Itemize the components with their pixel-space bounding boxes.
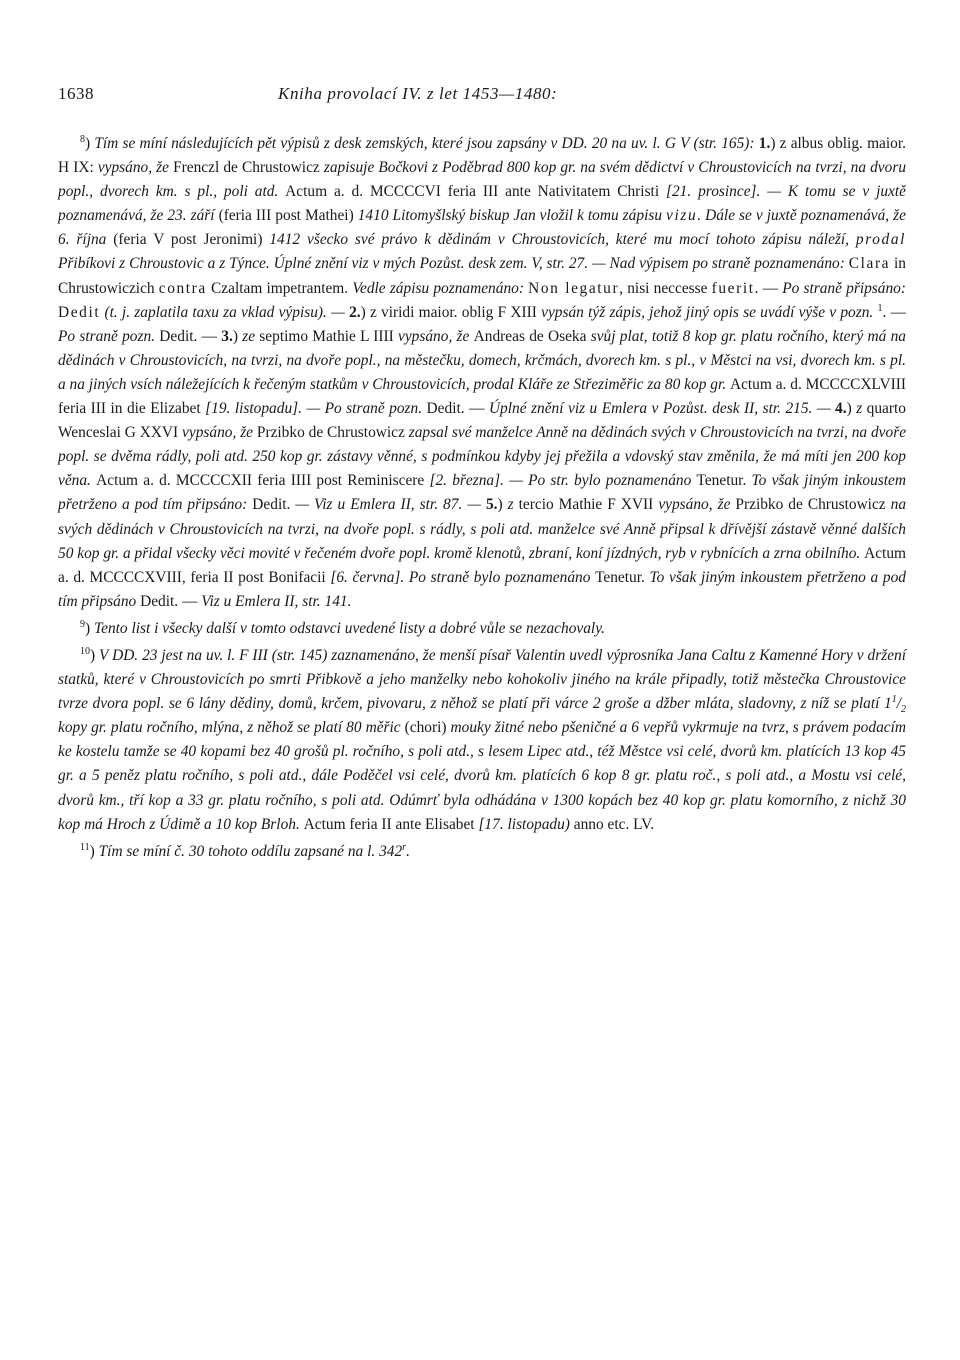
footnote-text-segment: Tenetur. bbox=[696, 472, 752, 490]
footnote-text-segment: Vedle zápisu poznamenáno: bbox=[352, 279, 529, 297]
footnote-9 bbox=[58, 617, 906, 641]
footnote-text-segment: 4. bbox=[835, 400, 847, 418]
footnote-text-segment: [6. června]. Po straně bylo poznamenáno bbox=[330, 568, 596, 586]
footnote-text-segment: vypsán týž zápis, jehož jiný opis se uvádí výše v pozn. bbox=[541, 303, 878, 321]
footnote-text-segment: . — bbox=[882, 303, 907, 321]
footnote-text-segment: Přibíkovi z Chroustovic a z Týnce. Úplné znění viz v mých Pozůst. desk zem. V, str. 27. — Nad výpisem po straně poznamenáno: bbox=[58, 255, 849, 273]
footnote-text-segment: V DD. 23 jest na uv. l. F III (str. 145) zaznamenáno, že menší písař Valentin uvedl výprosníka Jana Caltu z Kamenné Hory v držení statků, které v Chroustovicích po smrti Přibkově a jeho manželky nebo kohokoliv jiného na krále připadly, totiž městečka Chroustovice tvrze dvora popl. se 6 lány dědiny, domů, krčem, pivovaru, z něhož se platí při várce 2 groše a džber mláta, sladovny, z níž se platí 1 bbox=[58, 646, 906, 713]
footnote-text-segment: in Chrustowiczich bbox=[58, 255, 906, 297]
footnote-text-segment: Actum feria II ante Elisabet bbox=[303, 815, 479, 833]
footnote-text-segment: Przibko de Chrustowicz bbox=[735, 496, 891, 514]
footnote-text-segment: Frenczl de Chrustowicz bbox=[173, 159, 324, 177]
footnote-text-segment: quarto Wenceslai G XXVI bbox=[58, 400, 906, 442]
footnote-text-segment: Po straně připsáno: bbox=[782, 279, 906, 297]
footnote-marker: 9 bbox=[80, 618, 85, 630]
footnote-text-segment: Dedit. — bbox=[426, 400, 489, 418]
footnote-marker-paren: ) bbox=[85, 619, 94, 637]
footnote-text-segment: Tím se míní následujících pět výpisů z desk zemských, které jsou zapsány v DD. 20 na uv. l. G V (str. 165): bbox=[94, 135, 759, 152]
footnote-text-segment: Clara bbox=[848, 255, 891, 273]
footnote-text-segment: — Viz u Emlera II, str. 87. — bbox=[295, 496, 486, 514]
footnote-text-segment: Viz u Emlera II, str. 141. bbox=[201, 592, 352, 610]
footnote-text-segment: Dedit bbox=[58, 303, 101, 321]
footnote-text-segment: vypsáno, že bbox=[398, 327, 474, 345]
footnote-text-segment: Przibko de Chrustowicz bbox=[256, 424, 409, 442]
footnote-text-segment: 1. bbox=[758, 135, 771, 152]
footnote-text-segment: / bbox=[896, 695, 901, 713]
footnote-marker-paren: ) bbox=[89, 842, 99, 860]
footnote-text-segment: (t. j. zaplatila taxu za vklad výpisu). — bbox=[100, 303, 350, 321]
footnote-text-segment: (feria III post Mathei) bbox=[218, 207, 358, 225]
footnote-text-segment: 1 bbox=[891, 694, 897, 706]
footnote-marker: 8 bbox=[80, 133, 85, 145]
footnote-text-segment: vypsáno, že bbox=[97, 159, 174, 177]
footnote-text-segment: To však jiným inkoustem přetrženo a pod tím připsáno bbox=[58, 568, 906, 610]
footnote-marker-paren: ) bbox=[85, 135, 95, 152]
footnote-text-segment: . bbox=[406, 842, 410, 860]
footnote-text-segment: Actum a. d. MCCCCVI feria III ante Nativitatem Christi bbox=[285, 183, 666, 201]
footnote-text-segment: Tento list i všecky další v tomto odstavci uvedené listy a dobré vůle se nezachovaly. bbox=[93, 619, 606, 637]
footnote-text-segment: kopy gr. platu ročního, mlýna, z něhož se platí 80 měřic bbox=[58, 719, 405, 737]
footnote-marker-paren: ) bbox=[90, 646, 100, 664]
footnote-text-segment: fuerit bbox=[711, 279, 755, 297]
footnote-text-segment: To však jiným inkoustem přetrženo a pod tím připsáno: bbox=[58, 472, 907, 514]
footnote-text-segment: tercio Mathie F XVII bbox=[518, 496, 659, 514]
footnote-text-segment: Czaltam impetrantem. bbox=[206, 279, 353, 297]
footnote-text-segment: (chori) bbox=[404, 719, 451, 737]
footnote-text-segment: (feria V post Jeronimi) bbox=[113, 231, 270, 249]
footnote-text-segment: [21. prosince]. — K tomu se v juxtě poznamenává, že 23. září bbox=[58, 183, 906, 225]
footnote-text-segment: ) bbox=[497, 496, 508, 514]
footnote-marker: 11 bbox=[80, 841, 90, 853]
footnote-text-segment: na svých dědinách v Chroustovicích na tvrzi, na dvoře popl. s rádly, s poli atd. manželce své Anně připsal k dřívější zástavě věnné dalších 50 kop gr. a přidal všecky věci movité v řečeném dvoře popl. kromě klenotů, zbraní, koní jízdných, ryb v rybnících a zrna obilního. bbox=[58, 496, 907, 562]
footnote-text-segment: mouky žitné nebo pšeničné a 6 vepřů vykrmuje na tvrz, s právem podacím ke kostelu tamže se 40 kopami bez 40 grošů pl. ročního, s poli atd., s lesem Lipec atd., též Městce vsi celé, dvorů km. platících 13 kop 45 gr. a 5 peněz platu ročního, s poli atd., dále Poděčel vsi celé, dvorů km. platících 6 kop 8 gr. platu roč., s poli atd., a Mostu vsi celé, dvorů km., tří kop a 33 gr. platu ročního, s poli atd. Odúmrť byla odhádána v 1300 kopách bez 40 kop gr. platu komorního, z nichž 30 kop má Hroch z Údimě a 10 kop Brloh. bbox=[58, 719, 906, 833]
footnote-text-segment: 1410 Litomyšlský biskup Jan vložil k tomu zápisu bbox=[357, 207, 667, 225]
footnote-text-segment: contra bbox=[158, 279, 207, 297]
footnote-marker: 10 bbox=[80, 645, 90, 657]
footnote-text-segment: vypsáno, že bbox=[182, 424, 257, 442]
footnote-text-segment: Dedit. bbox=[252, 496, 296, 514]
page-header bbox=[58, 84, 906, 104]
footnote-text-segment: Tím se míní č. 30 tohoto oddílu zapsané na l. 342 bbox=[98, 842, 403, 860]
footnote-text-segment: 1 bbox=[877, 302, 883, 314]
document-page bbox=[58, 84, 906, 867]
footnote-text-segment: Dedit. — bbox=[140, 592, 202, 610]
footnote-11 bbox=[58, 840, 906, 864]
footnote-text-segment: Tenetur. bbox=[595, 568, 650, 586]
footnote-text-segment: vizu bbox=[666, 207, 698, 225]
footnote-text-segment: [17. listopadu) bbox=[478, 815, 574, 833]
footnote-8 bbox=[58, 132, 906, 614]
footnote-text-segment: Non legatur bbox=[528, 279, 620, 297]
footnote-text-segment: ) z viridi maior. oblig F XIII bbox=[360, 303, 542, 321]
footnote-text-segment: , nisi neccesse bbox=[619, 279, 712, 297]
footnote-10 bbox=[58, 644, 906, 837]
footnote-text-segment: 2 bbox=[901, 704, 906, 716]
footnote-text-segment: ) bbox=[846, 400, 857, 418]
footnote-text-segment: Dedit. — bbox=[159, 327, 222, 345]
footnote-text-segment: r bbox=[402, 841, 407, 853]
footnote-text-segment: z bbox=[507, 496, 519, 514]
footnote-text-segment: 3. bbox=[221, 327, 233, 345]
footnote-text-segment: vypsáno, že bbox=[658, 496, 736, 514]
footnote-text-segment: 1412 všecko své právo k dědinám v Chroustovicích, které mu mocí tohoto zápisu náleží, bbox=[269, 231, 856, 249]
footnote-text-segment: septimo Mathie L IIII bbox=[259, 327, 399, 345]
footnote-text-segment: 5. bbox=[485, 496, 498, 514]
footnote-text-segment: prodal bbox=[855, 231, 906, 249]
footnote-text-segment: anno etc. LV. bbox=[573, 815, 655, 833]
footnote-text-segment: Actum a. d. MCCCCXVIII, feria II post Bonifacii bbox=[58, 544, 906, 586]
footnote-text-segment: . — bbox=[754, 279, 783, 297]
footnotes bbox=[58, 132, 906, 864]
footnote-text-segment: Actum a. d. MCCCCXII feria IIII post Reminiscere bbox=[96, 472, 430, 490]
page-number: 1638 bbox=[58, 84, 94, 103]
footnote-text-segment: 2. bbox=[349, 303, 361, 321]
footnote-text-segment: Andreas de Oseka bbox=[473, 327, 591, 345]
footnote-text-segment: . Dále se v juxtě poznamenává, že 6. října bbox=[58, 207, 906, 249]
footnote-text-segment: z bbox=[856, 400, 867, 418]
footnote-text-segment: ) bbox=[232, 327, 243, 345]
footnote-text-segment: ze bbox=[242, 327, 260, 345]
footnote-text-segment: Actum a. d. MCCCCXLVIII feria III in die Elizabet bbox=[58, 375, 906, 418]
footnote-text-segment: Úplné znění viz u Emlera v Pozůst. desk II, str. 215. — bbox=[488, 400, 836, 418]
footnote-text-segment: ) z albus oblig. maior. H IX: bbox=[58, 135, 906, 177]
footnote-text-segment: Po straně pozn. bbox=[58, 327, 160, 345]
footnote-text-segment: svůj plat, totiž 8 kop gr. platu ročního, který má na dědinách v Chroustovicích, na tvrzi, na dvoře popl., na městečku, domech, krčmách, dvorech km. s pl., v Městci na vsi, dvorech km. s pl. a na jiných vsích náležejících k řečeným statkům v Chroustovicích, prodal Kláře ze Střeziměřic za 80 kop gr. bbox=[58, 327, 906, 393]
footnote-text-segment: zapisuje Bočkovi z Poděbrad 800 kop gr. na svém dědictví v Chroustovicích na tvrzi, na dvoru popl., dvorech km. s pl., poli atd. bbox=[58, 159, 907, 201]
running-title: Kniha provolací IV. z let 1453—1480: bbox=[278, 84, 558, 103]
footnote-text-segment: zapsal své manželce Anně na dědinách svých v Chroustovicích na tvrzi, na dvoře popl. se dvěma rádly, poli atd. 250 kop gr. zástavy věnné, s podmínkou kdyby jej přežila a vdovský stav změnila, že má míti jen 200 kop věna. bbox=[58, 424, 907, 490]
footnote-text-segment: [19. listopadu]. — Po straně pozn. bbox=[205, 400, 427, 418]
footnote-text-segment: [2. března]. — Po str. bylo poznamenáno bbox=[429, 472, 697, 490]
